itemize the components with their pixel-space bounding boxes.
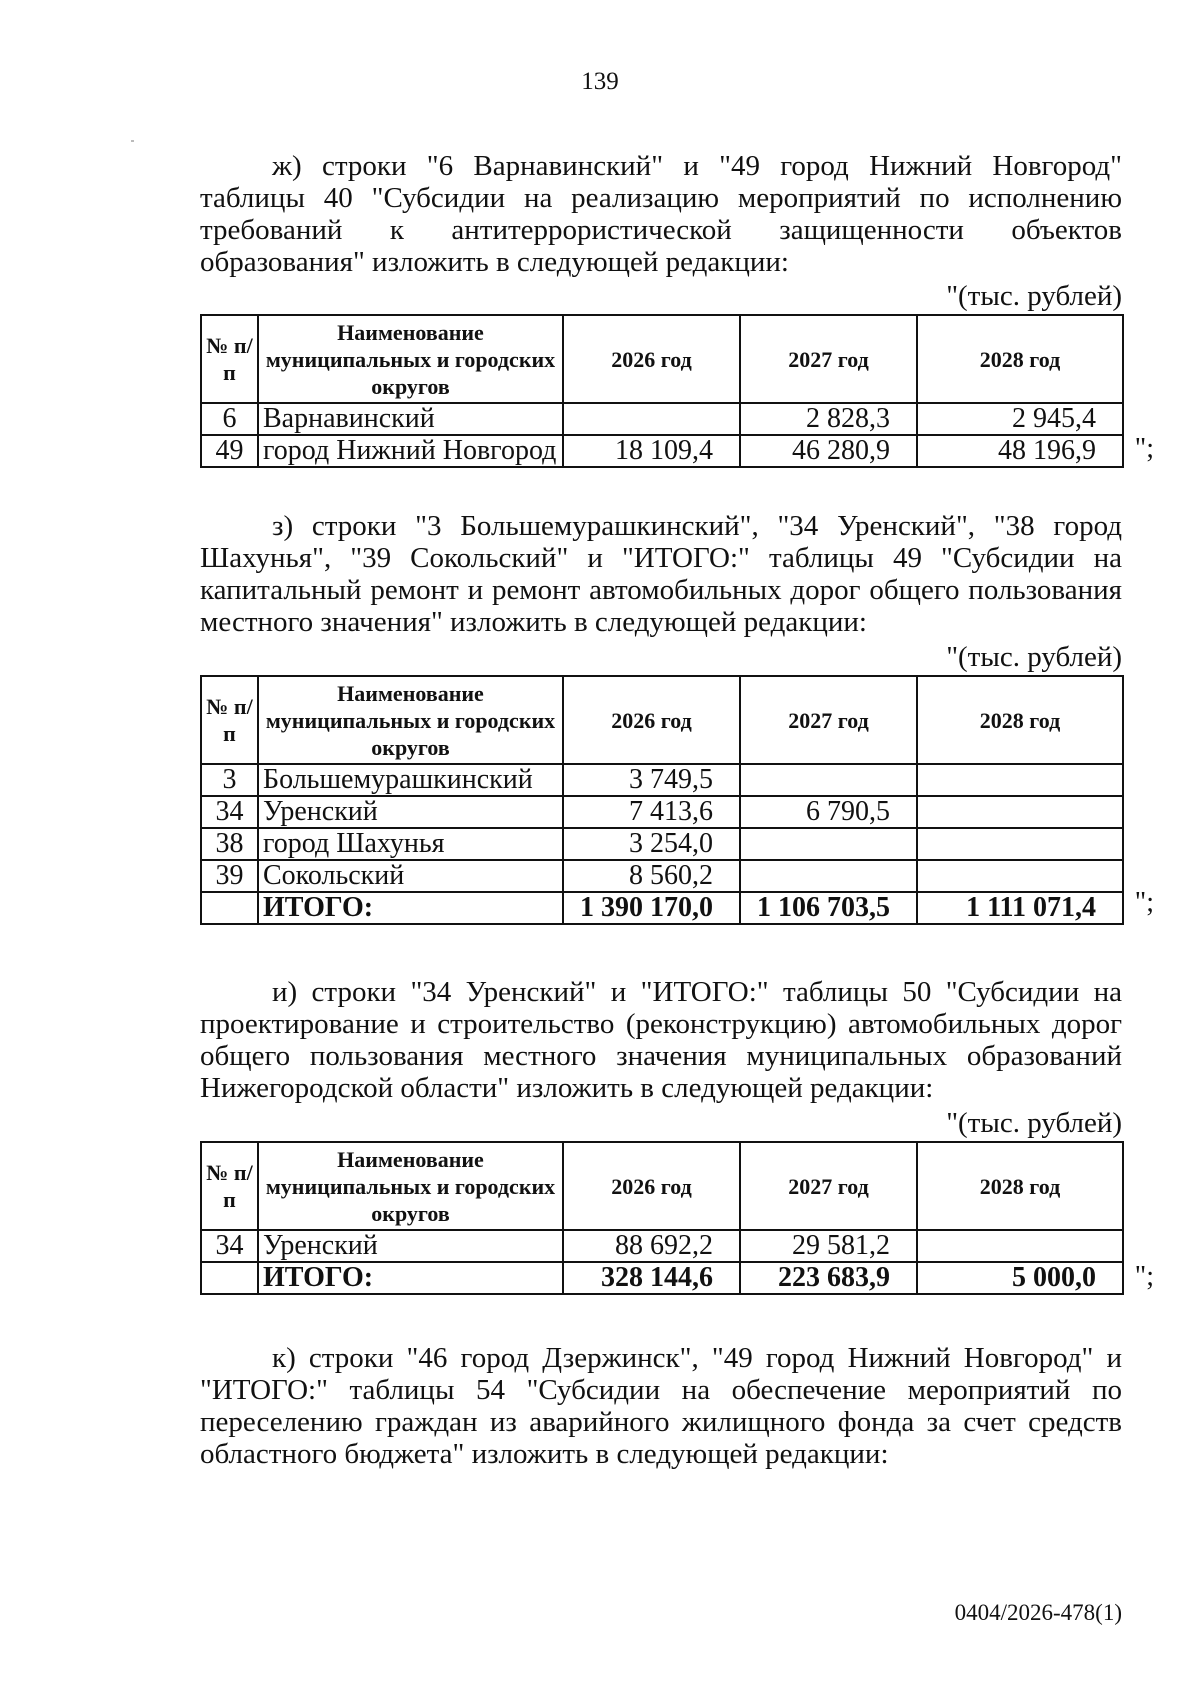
table-row [201,435,1123,467]
row-2028: 48 196,9 [917,435,1123,467]
row-num: 38 [201,828,258,860]
row-2027 [740,764,917,796]
document-code: 0404/2026-478(1) [954,1600,1122,1625]
table-total-row [201,892,1123,924]
header-num: № п/п [201,676,258,764]
row-num: 49 [201,435,258,467]
units-label: "(тыс. рублей) [946,641,1122,673]
row-2026: 7 413,6 [563,796,740,828]
row-num: 34 [201,796,258,828]
row-num: 34 [201,1230,258,1262]
row-2027: 2 828,3 [740,403,917,435]
closing-mark: "; [1134,433,1154,464]
section-z [200,510,1154,923]
row-name: ИТОГО: [258,892,563,924]
header-2026: 2026 год [563,315,740,403]
row-2026 [563,403,740,435]
row-name: город Шахунья [258,828,563,860]
row-2028 [917,764,1123,796]
header-name: Наименование муниципальных и городских округов [258,676,563,764]
page-number: 139 [581,68,619,95]
header-2027: 2027 год [740,676,917,764]
row-num: 39 [201,860,258,892]
header-2026: 2026 год [563,676,740,764]
row-num: 6 [201,403,258,435]
section-text: и) строки "34 Уренский" и "ИТОГО:" таблицы 50 "Субсидии на проектирование и строительство (реконструкцию) автомобильных дорог общего пользования местного значения муниципальных образований Нижегородской области" изложить в следующей редакции: [200,976,1122,1104]
header-2026: 2026 год [563,1142,740,1230]
units-label: "(тыс. рублей) [946,280,1122,312]
header-name: Наименование муниципальных и городских округов [258,1142,563,1230]
row-num: 3 [201,764,258,796]
table-49 [200,675,1124,925]
row-2026: 88 692,2 [563,1230,740,1262]
section-i [200,976,1154,1293]
section-zh [200,150,1154,466]
table-row [201,828,1123,860]
row-num [201,892,258,924]
section-k [200,1342,1122,1470]
table-50 [200,1141,1124,1295]
row-2027: 29 581,2 [740,1230,917,1262]
row-name: ИТОГО: [258,1262,563,1294]
row-2027: 6 790,5 [740,796,917,828]
row-name: Уренский [258,796,563,828]
table-row [201,796,1123,828]
row-2027 [740,860,917,892]
row-2027: 1 106 703,5 [740,892,917,924]
row-2028 [917,860,1123,892]
header-name: Наименование муниципальных и городских округов [258,315,563,403]
row-2026: 8 560,2 [563,860,740,892]
table-40 [200,314,1124,468]
row-num [201,1262,258,1294]
row-2028 [917,796,1123,828]
row-2026: 1 390 170,0 [563,892,740,924]
row-name: Уренский [258,1230,563,1262]
row-2028: 2 945,4 [917,403,1123,435]
section-text: ж) строки "6 Варнавинский" и "49 город Нижний Новгород" таблицы 40 "Субсидии на реализацию мероприятий по исполнению требований к антитеррористической защищенности объектов образования" изложить в следующей редакции: [200,150,1122,278]
header-2027: 2027 год [740,1142,917,1230]
section-text: к) строки "46 город Дзержинск", "49 город Нижний Новгород" и "ИТОГО:" таблицы 54 "Субсидии на обеспечение мероприятий по переселению граждан из аварийного жилищного фонда за счет средств областного бюджета" изложить в следующей редакции: [200,1342,1122,1470]
header-num: № п/п [201,1142,258,1230]
section-text: з) строки "3 Большемурашкинский", "34 Уренский", "38 город Шахунья", "39 Сокольский" и "ИТОГО:" таблицы 49 "Субсидии на капитальный ремонт и ремонт автомобильных дорог общего пользования местного значения" изложить в следующей редакции: [200,510,1122,638]
table-row [201,1230,1123,1262]
closing-mark: "; [1134,887,1154,918]
header-num: № п/п [201,315,258,403]
margin-mark [131,140,134,142]
header-2028: 2028 год [917,676,1123,764]
row-name: город Нижний Новгород [258,435,563,467]
units-label: "(тыс. рублей) [946,1107,1122,1139]
row-2026: 328 144,6 [563,1262,740,1294]
row-2026: 3 749,5 [563,764,740,796]
table-total-row [201,1262,1123,1294]
header-2027: 2027 год [740,315,917,403]
table-header-row [201,1142,1123,1230]
table-row [201,403,1123,435]
row-2026: 18 109,4 [563,435,740,467]
row-2027: 46 280,9 [740,435,917,467]
row-2028: 5 000,0 [917,1262,1123,1294]
row-name: Сокольский [258,860,563,892]
row-2028: 1 111 071,4 [917,892,1123,924]
row-2026: 3 254,0 [563,828,740,860]
row-2028 [917,828,1123,860]
header-2028: 2028 год [917,315,1123,403]
closing-mark: "; [1134,1261,1154,1292]
row-name: Большемурашкинский [258,764,563,796]
row-name: Варнавинский [258,403,563,435]
table-row [201,860,1123,892]
row-2027 [740,828,917,860]
table-header-row [201,676,1123,764]
table-row [201,764,1123,796]
table-header-row [201,315,1123,403]
row-2028 [917,1230,1123,1262]
header-2028: 2028 год [917,1142,1123,1230]
row-2027: 223 683,9 [740,1262,917,1294]
